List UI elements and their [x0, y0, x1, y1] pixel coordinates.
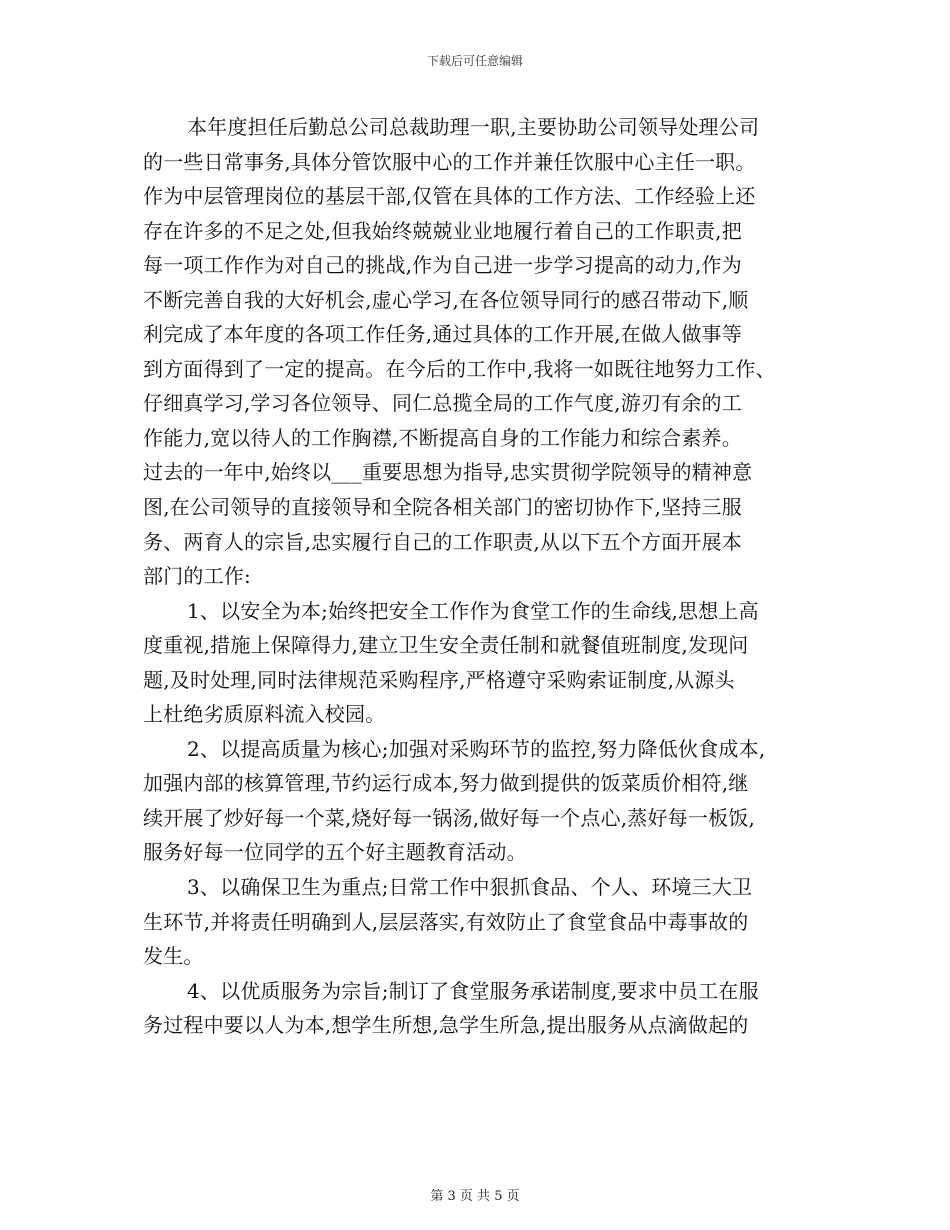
paragraph-line: 不断完善自我的大好机会,虚心学习,在各位领导同行的感召带动下,顺 [143, 287, 749, 312]
paragraph-line: 题,及时处理,同时法律规范采购程序,严格遵守采购索证制度,从源头 [143, 667, 735, 692]
paragraph-line: 务、两育人的宗旨,忠实履行自己的工作职责,从以下五个方面开展本 [143, 529, 742, 554]
paragraph-line: 的一些日常事务,具体分管饮服中心的工作并兼任饮服中心主任一职。 [143, 149, 756, 174]
document-body [143, 110, 815, 1043]
paragraph-line: 作为中层管理岗位的基层干部,仅管在具体的工作方法、工作经验上还 [143, 184, 756, 209]
paragraph-line: 利完成了本年度的各项工作任务,通过具体的工作开展,在做人做事等 [143, 322, 742, 347]
paragraph-line: 过去的一年中,始终以___重要思想为指导,忠实贯彻学院领导的精神意 [143, 460, 753, 485]
paragraph-line: 发生。 [143, 944, 204, 969]
paragraph-line: 1、以安全为本;始终把安全工作作为食堂工作的生命线,思想上高 [187, 598, 759, 623]
paragraph-line: 3、以确保卫生为重点;日常工作中狠抓食品、个人、环境三大卫 [187, 875, 753, 900]
page-header: 下载后可任意编辑 [426, 54, 523, 68]
paragraph-line: 上杜绝劣质原料流入校园。 [143, 702, 386, 727]
paragraph-line: 作能力,宽以待人的工作胸襟,不断提高自身的工作能力和综合素养。 [143, 425, 742, 450]
paragraph-line: 服务好每一位同学的五个好主题教育活动。 [143, 840, 527, 865]
paragraph-line: 4、以优质服务为宗旨;制订了食堂服务承诺制度,要求中员工在服 [187, 978, 759, 1003]
paragraph-line: 图,在公司领导的直接领导和全院各相关部门的密切协作下,坚持三服 [143, 495, 742, 520]
page-number: 第 3 页 共 5 页 [430, 1189, 520, 1204]
paragraph-line: 每一项工作作为对自己的挑战,作为自己进一步学习提高的动力,作为 [143, 253, 742, 278]
paragraph-line: 生环节,并将责任明确到人,层层落实,有效防止了食堂食品中毒事故的 [143, 909, 749, 934]
paragraph-line: 部门的工作: [143, 564, 251, 589]
paragraph-line: 存在许多的不足之处,但我始终兢兢业业地履行着自己的工作职责,把 [143, 218, 742, 243]
paragraph-line: 2、以提高质量为核心;加强对采购环节的监控,努力降低伙食成本, [187, 736, 766, 761]
paragraph-line: 到方面得到了一定的提高。在今后的工作中,我将一如既往地努力工作、 [143, 356, 776, 381]
paragraph-line: 加强内部的核算管理,节约运行成本,努力做到提供的饭菜质价相符,继 [143, 771, 749, 796]
paragraph-line: 本年度担任后勤总公司总裁助理一职,主要协助公司领导处理公司 [187, 115, 760, 139]
paragraph-line: 续开展了炒好每一个菜,烧好每一锅汤,做好每一个点心,蒸好每一板饭, [143, 805, 756, 830]
paragraph-line: 仔细真学习,学习各位领导、同仁总揽全局的工作气度,游刃有余的工 [143, 391, 742, 416]
paragraph-line: 务过程中要以人为本,想学生所想,急学生所急,提出服务从点滴做起的 [143, 1013, 749, 1038]
paragraph-line: 度重视,措施上保障得力,建立卫生安全责任制和就餐值班制度,发现问 [143, 633, 749, 658]
